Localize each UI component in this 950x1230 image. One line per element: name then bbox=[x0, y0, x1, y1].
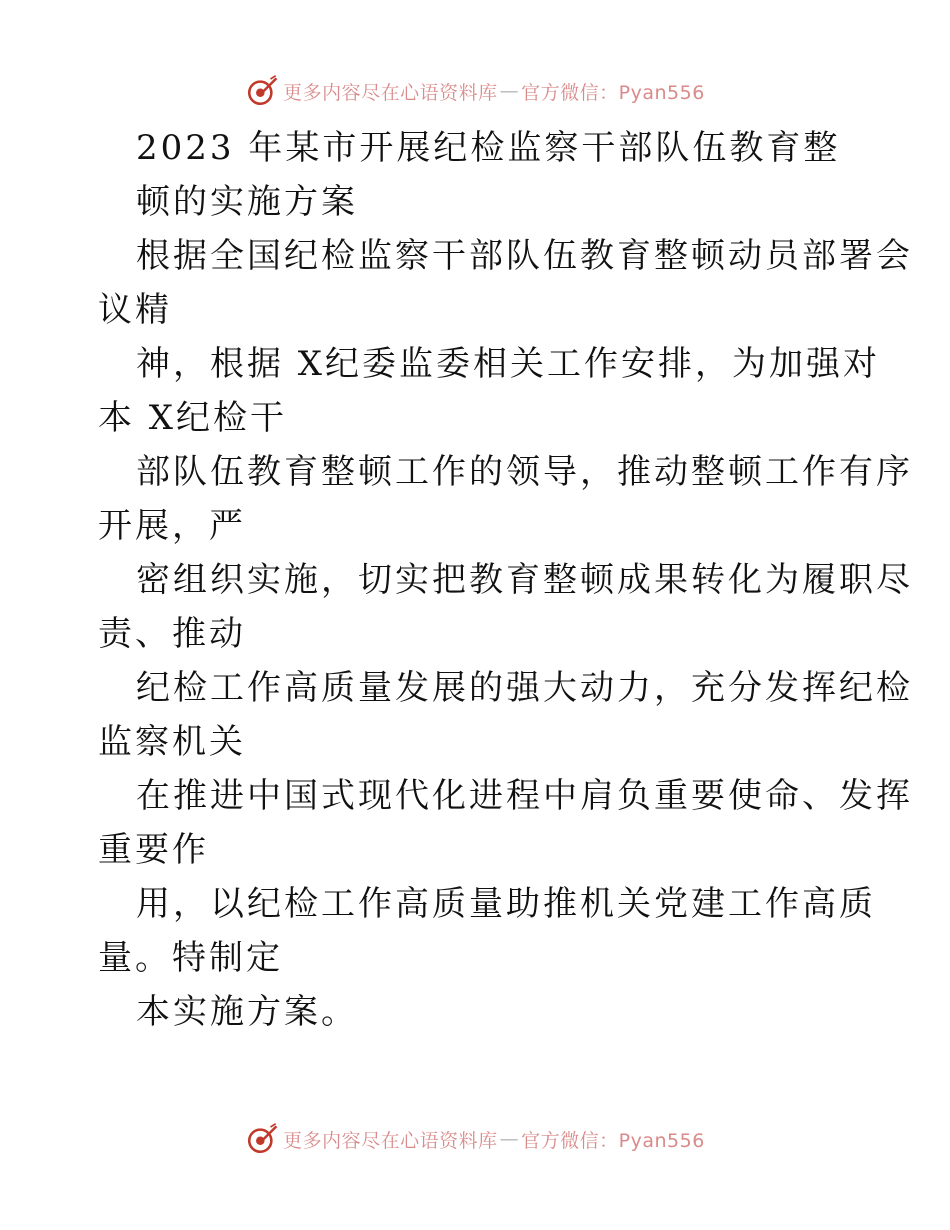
watermark-text: 更多内容尽在心语资料库 bbox=[283, 81, 498, 104]
text-line: 重要作 bbox=[98, 830, 209, 870]
text-line: 2023 年某市开展纪检监察干部队伍教育整 bbox=[136, 128, 841, 168]
text-line: 纪检工作高质量发展的强大动力，充分发挥纪检 bbox=[136, 668, 913, 708]
text-line: 开展，严 bbox=[98, 506, 246, 546]
watermark-contact: 官方微信：Pyan556 bbox=[521, 81, 705, 104]
text-line: 量。特制定 bbox=[98, 938, 283, 978]
quill-pen-logo-icon bbox=[245, 1122, 279, 1156]
text-line: 密组织实施，切实把教育整顿成果转化为履职尽 bbox=[136, 560, 913, 600]
text-line: 部队伍教育整顿工作的领导，推动整顿工作有序 bbox=[136, 452, 913, 492]
text-line: 神，根据 X纪委监委相关工作安排，为加强对 bbox=[136, 344, 881, 384]
text-line: 本 X纪检干 bbox=[98, 398, 288, 438]
text-line: 根据全国纪检监察干部队伍教育整顿动员部署会 bbox=[136, 236, 913, 276]
watermark-separator: — bbox=[499, 80, 520, 102]
text-line: 在推进中国式现代化进程中肩负重要使命、发挥 bbox=[136, 776, 913, 816]
text-line: 监察机关 bbox=[98, 722, 246, 762]
watermark-contact: 官方微信：Pyan556 bbox=[521, 1129, 705, 1152]
text-line: 议精 bbox=[98, 290, 172, 330]
watermark-text: 更多内容尽在心语资料库 bbox=[283, 1129, 498, 1152]
quill-pen-logo-icon bbox=[245, 74, 279, 108]
text-line: 用，以纪检工作高质量助推机关党建工作高质 bbox=[136, 884, 876, 924]
text-line: 本实施方案。 bbox=[136, 992, 358, 1032]
header-watermark bbox=[0, 74, 950, 108]
text-line: 责、推动 bbox=[98, 614, 246, 654]
footer-watermark bbox=[0, 1122, 950, 1156]
document-body bbox=[98, 121, 913, 1039]
watermark-separator: — bbox=[499, 1128, 520, 1150]
text-line: 顿的实施方案 bbox=[136, 182, 358, 222]
